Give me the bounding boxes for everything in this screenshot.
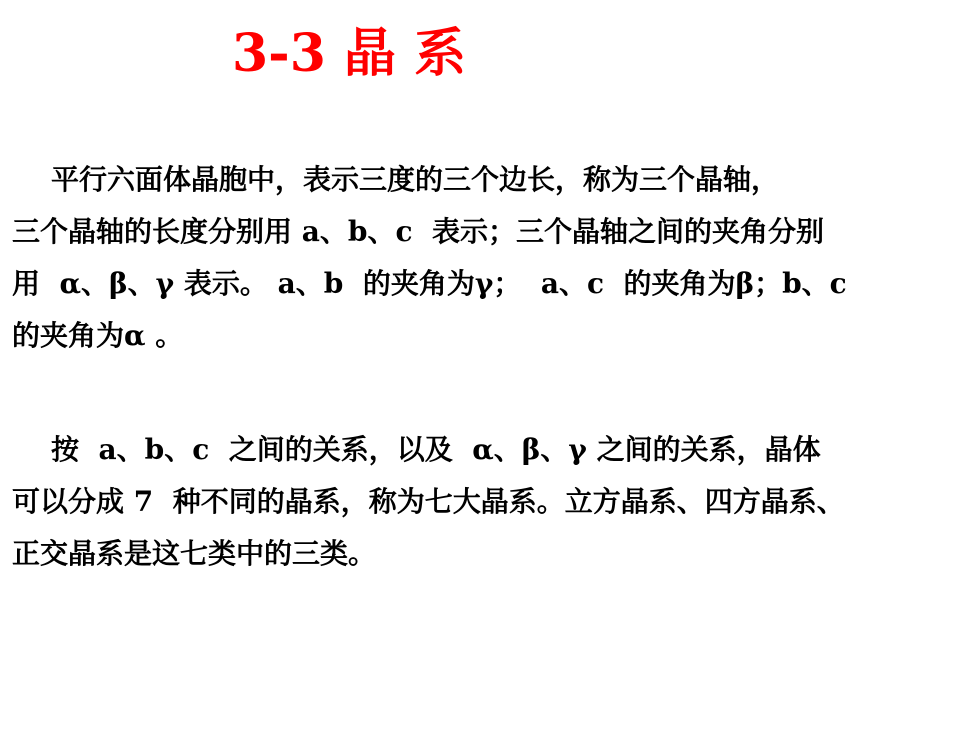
text-line: 正交晶系是这七类中的三类。 <box>12 537 377 570</box>
text-line: 可以分成 7 种不同的晶系，称为七大晶系。立方晶系、四方晶系、 <box>12 485 845 518</box>
text-line: 按 a、b、c 之间的关系，以及 α、β、γ 之间的关系，晶体 <box>12 433 821 466</box>
slide-title: 3-3 晶 系 <box>232 23 467 84</box>
text-line: 三个晶轴的长度分别用 a、b、c 表示；三个晶轴之间的夹角分别 <box>12 215 825 248</box>
paragraph-crystal-axes <box>12 154 962 362</box>
paragraph-seven-crystal-systems <box>12 424 962 580</box>
text-line: 的夹角为α 。 <box>12 319 184 352</box>
text-line: 用 α、β、γ 表示。 a、b 的夹角为γ； a、c 的夹角为β；b、c <box>12 267 847 300</box>
text-line: 平行六面体晶胞中，表示三度的三个边长，称为三个晶轴， <box>12 163 779 196</box>
